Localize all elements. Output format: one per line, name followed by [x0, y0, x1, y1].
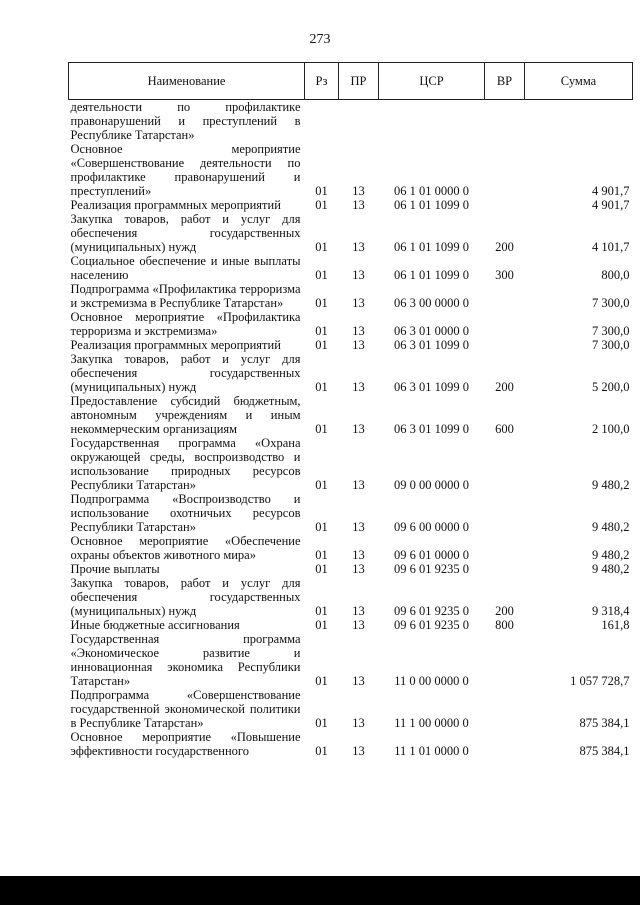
cell-rz: 01 [315, 324, 328, 338]
cell-pr: 13 [352, 324, 365, 338]
cell-sum: 9 318,4 [592, 604, 630, 618]
cell-vr: 200 [495, 604, 514, 618]
cell-rz: 01 [315, 674, 328, 688]
cell-name: Государственная программа «Экономическое развитие и инновационная экономика Республики Татарстан» [70, 632, 301, 688]
cell-sum: 9 480,2 [592, 548, 630, 562]
table-row [69, 394, 633, 436]
cell-name: Социальное обеспечение и иные выплаты населению [70, 254, 301, 282]
cell-vr: 600 [495, 422, 514, 436]
cell-csr: 06 3 01 1099 0 [394, 380, 469, 394]
cell-sum: 4 101,7 [592, 240, 630, 254]
cell-name: Основное мероприятие «Обеспечение охраны объектов животного мира» [70, 534, 301, 562]
table-row [69, 492, 633, 534]
cell-rz: 01 [315, 380, 328, 394]
cell-name: Закупка товаров, работ и услуг для обеспечения государственных (муниципальных) нужд [70, 212, 301, 254]
table-row [69, 618, 633, 632]
cell-name: Основное мероприятие «Повышение эффективности государственного [70, 730, 301, 758]
cell-sum: 1 057 728,7 [570, 674, 630, 688]
cell-pr: 13 [352, 296, 365, 310]
cell-csr: 11 1 00 0000 0 [394, 716, 469, 730]
cell-name: Закупка товаров, работ и услуг для обеспечения государственных (муниципальных) нужд [70, 352, 301, 394]
cell-rz: 01 [315, 744, 328, 758]
cell-sum: 875 384,1 [579, 716, 630, 730]
cell-csr: 11 1 01 0000 0 [394, 744, 469, 758]
cell-rz: 01 [315, 520, 328, 534]
cell-rz: 01 [315, 296, 328, 310]
cell-rz: 01 [315, 478, 328, 492]
cell-name: деятельности по профилактике правонарушений и преступлений в Республике Татарстан» [70, 100, 301, 142]
cell-pr: 13 [352, 380, 365, 394]
table-row [69, 198, 633, 212]
cell-pr [339, 100, 379, 143]
cell-rz: 01 [315, 198, 328, 212]
cell-vr [485, 730, 525, 758]
table-row [69, 730, 633, 758]
cell-csr: 06 1 01 1099 0 [394, 198, 469, 212]
table-row [69, 688, 633, 730]
cell-pr: 13 [352, 604, 365, 618]
cell-sum: 7 300,0 [592, 338, 630, 352]
table-row [69, 576, 633, 618]
cell-pr: 13 [352, 548, 365, 562]
cell-csr: 09 6 01 9235 0 [394, 604, 469, 618]
cell-name: Подпрограмма «Воспроизводство и использование охотничьих ресурсов Республики Татарстан» [70, 492, 301, 534]
cell-name: Прочие выплаты [70, 562, 160, 576]
cell-pr: 13 [352, 338, 365, 352]
cell-csr: 09 6 01 0000 0 [394, 548, 469, 562]
cell-rz: 01 [315, 604, 328, 618]
cell-vr: 300 [495, 268, 514, 282]
table-row [69, 436, 633, 492]
cell-name: Предоставление субсидий бюджетным, автономным учреждениям и иным некоммерческим организациям [70, 394, 301, 436]
cell-vr: 200 [495, 240, 514, 254]
cell-csr: 06 3 01 1099 0 [394, 338, 469, 352]
table-row [69, 212, 633, 254]
cell-pr: 13 [352, 478, 365, 492]
cell-sum: 2 100,0 [592, 422, 630, 436]
table-row [69, 100, 633, 143]
cell-vr: 800 [495, 618, 514, 632]
cell-vr [485, 436, 525, 492]
cell-vr [485, 198, 525, 212]
cell-csr: 09 0 00 0000 0 [394, 478, 469, 492]
cell-vr [485, 492, 525, 534]
cell-pr: 13 [352, 562, 365, 576]
cell-name: Закупка товаров, работ и услуг для обеспечения государственных (муниципальных) нужд [70, 576, 301, 618]
cell-csr: 09 6 00 0000 0 [394, 520, 469, 534]
header-csr: ЦСР [379, 63, 485, 100]
table-row [69, 310, 633, 338]
cell-pr: 13 [352, 520, 365, 534]
cell-name: Основное мероприятие «Совершенствование деятельности по профилактике правонарушений и преступлений» [70, 142, 301, 198]
cell-sum: 161,8 [601, 618, 630, 632]
cell-csr: 06 1 01 1099 0 [394, 268, 469, 282]
cell-rz [305, 100, 339, 143]
cell-csr [379, 100, 485, 143]
cell-rz: 01 [315, 716, 328, 730]
cell-vr [485, 100, 525, 143]
cell-name: Реализация программных мероприятий [70, 338, 281, 352]
header-sum: Сумма [525, 63, 633, 100]
cell-pr: 13 [352, 744, 365, 758]
cell-rz: 01 [315, 268, 328, 282]
cell-csr: 11 0 00 0000 0 [394, 674, 469, 688]
cell-name: Подпрограмма «Совершенствование государственной экономической политики в Республике Татарстан» [70, 688, 301, 730]
cell-name: Подпрограмма «Профилактика терроризма и экстремизма в Республике Татарстан» [70, 282, 301, 310]
cell-rz: 01 [315, 338, 328, 352]
cell-rz: 01 [315, 184, 328, 198]
cell-sum: 4 901,7 [592, 198, 630, 212]
cell-csr: 06 1 01 1099 0 [394, 240, 469, 254]
cell-rz: 01 [315, 240, 328, 254]
scan-bottom-edge [0, 876, 640, 905]
cell-pr: 13 [352, 268, 365, 282]
cell-vr [485, 562, 525, 576]
table-row [69, 632, 633, 688]
cell-sum: 4 901,7 [592, 184, 630, 198]
cell-sum: 800,0 [601, 268, 630, 282]
cell-rz: 01 [315, 562, 328, 576]
table-row [69, 254, 633, 282]
table-row [69, 338, 633, 352]
cell-pr: 13 [352, 674, 365, 688]
table-header [69, 63, 633, 100]
cell-name: Государственная программа «Охрана окружающей среды, воспроизводство и использование природных ресурсов Республики Татарстан» [70, 436, 301, 492]
cell-pr: 13 [352, 716, 365, 730]
cell-sum [525, 100, 633, 143]
cell-name: Основное мероприятие «Профилактика терроризма и экстремизма» [70, 310, 301, 338]
cell-vr [485, 282, 525, 310]
cell-sum: 7 300,0 [592, 324, 630, 338]
budget-table [68, 62, 633, 758]
header-vr: ВР [485, 63, 525, 100]
cell-sum: 7 300,0 [592, 296, 630, 310]
table-row [69, 534, 633, 562]
table-row [69, 352, 633, 394]
cell-rz: 01 [315, 422, 328, 436]
cell-csr: 06 1 01 0000 0 [394, 184, 469, 198]
cell-rz: 01 [315, 618, 328, 632]
header-name: Наименование [69, 63, 305, 100]
table-body [69, 100, 633, 759]
cell-sum: 9 480,2 [592, 520, 630, 534]
cell-vr [485, 688, 525, 730]
cell-csr: 06 3 00 0000 0 [394, 296, 469, 310]
cell-vr [485, 632, 525, 688]
cell-vr [485, 534, 525, 562]
table-row [69, 562, 633, 576]
header-pr: ПР [339, 63, 379, 100]
cell-pr: 13 [352, 240, 365, 254]
cell-pr: 13 [352, 198, 365, 212]
cell-pr: 13 [352, 618, 365, 632]
page-number: 273 [309, 32, 331, 47]
cell-csr: 06 3 01 1099 0 [394, 422, 469, 436]
table-row [69, 282, 633, 310]
cell-sum: 875 384,1 [579, 744, 630, 758]
header-rz: Рз [305, 63, 339, 100]
cell-pr: 13 [352, 422, 365, 436]
cell-name: Реализация программных мероприятий [70, 198, 281, 212]
cell-vr: 200 [495, 380, 514, 394]
cell-csr: 09 6 01 9235 0 [394, 618, 469, 632]
cell-sum: 9 480,2 [592, 562, 630, 576]
cell-vr [485, 310, 525, 338]
cell-sum: 5 200,0 [592, 380, 630, 394]
cell-pr: 13 [352, 184, 365, 198]
cell-rz: 01 [315, 548, 328, 562]
cell-csr: 09 6 01 9235 0 [394, 562, 469, 576]
cell-name: Иные бюджетные ассигнования [70, 618, 240, 632]
table-row [69, 142, 633, 198]
cell-csr: 06 3 01 0000 0 [394, 324, 469, 338]
cell-vr [485, 338, 525, 352]
cell-sum: 9 480,2 [592, 478, 630, 492]
cell-vr [485, 142, 525, 198]
